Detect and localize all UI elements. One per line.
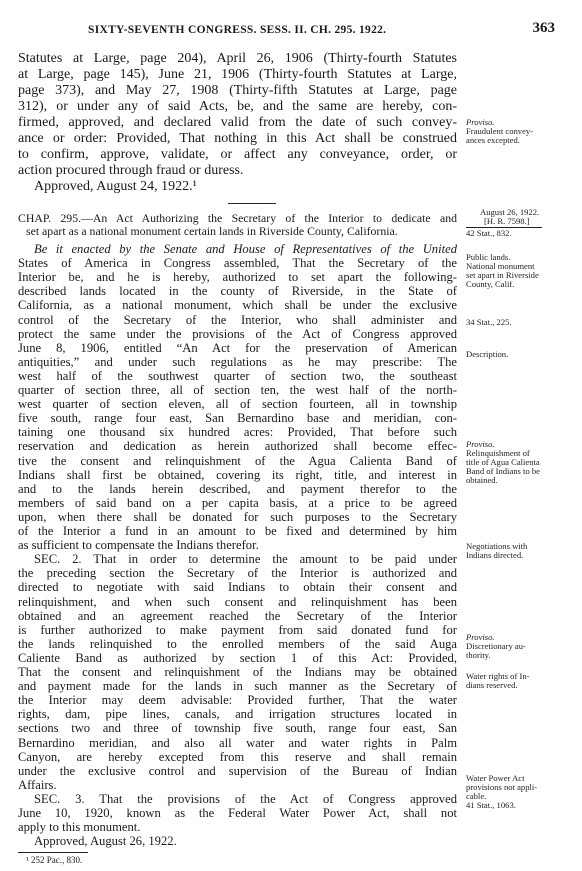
- footnote: ¹ 252 Pac., 830.: [26, 855, 83, 866]
- margin-note: Water Power Act: [466, 773, 525, 783]
- text-line: Canyon, are hereby excepted from this reserve and shall remain: [18, 749, 457, 764]
- text-line: control of the Secretary of the Interior, who shall administer and: [18, 312, 457, 327]
- text-line: relinquishment, and when such consent and relinquishment has been: [18, 594, 457, 609]
- text-line: as sufficient to compensate the Indians therefor.: [18, 538, 259, 553]
- margin-note: Fraudulent convey-: [466, 126, 534, 136]
- text-line: and to the lands herein described, and payment therefor to the: [18, 481, 457, 496]
- text-line: taining one thousand six hundred acres: Provided, That before such: [18, 425, 457, 440]
- text-line: Caliente Band as authorized by section 1 of this Act: Provided,: [18, 650, 457, 665]
- text-line: Interior be, and he is hereby, authorized to set apart the following-: [18, 270, 457, 285]
- text-line: west quarter of section eleven, all of section fourteen, all in township: [18, 397, 457, 412]
- chapter-heading: CHAP. 295.—An Act Authorizing the Secretary of the Interior to dedicate and: [18, 211, 457, 225]
- text-line: to confirm, approve, validate, or affect any conveyance, order, or: [18, 147, 457, 162]
- page-number: 363: [532, 20, 555, 36]
- section-3-start: Affairs.: [18, 777, 57, 792]
- text-line: Bernardino meridian, and also all water and water rights in Palm: [18, 735, 457, 750]
- margin-note: set apart in Riverside: [466, 270, 539, 280]
- margin-note-bill: [H. R. 7598.]: [484, 216, 530, 226]
- text-line: and payment made for the lands in such manner as the Secretary of: [18, 679, 457, 694]
- margin-note: Relinquishment of: [466, 448, 530, 458]
- section-2-start: SEC. 2. That in order to determine the amount to be paid under: [34, 552, 457, 567]
- text-line: 312), or under any of said Acts, be, and the same are hereby, con-: [18, 99, 457, 114]
- margin-note-stat: 42 Stat., 832.: [466, 228, 512, 238]
- text-line: reservation and dedication as herein authorized shall become effec-: [18, 439, 457, 454]
- running-head: SIXTY-SEVENTH CONGRESS. SESS. II. CH. 295. 1922.: [88, 24, 387, 36]
- text-line: obtained and an agreement reached the Secretary of the Interior: [18, 608, 457, 623]
- margin-note-description: Description.: [466, 349, 509, 359]
- margin-note-stat: 34 Stat., 225.: [466, 317, 512, 327]
- text-line: directed to negotiate with said Indians to obtain their consent and: [18, 580, 457, 595]
- text-line: the preceding section the Secretary of the Interior is authorized and: [18, 566, 457, 581]
- margin-note-proviso: Proviso.: [466, 439, 495, 449]
- text-line: California, as a national monument, which shall be under the exclusive: [18, 298, 457, 313]
- approval-line: Approved, August 26, 1922.: [34, 834, 177, 849]
- text-line: of the Interior a fund in an amount to be fixed and determined by him: [18, 524, 457, 538]
- text-line: States of America in Congress assembled, That the Secretary of the: [18, 256, 457, 271]
- text-line: Statutes at Large, page 204), April 26, 1906 (Thirty-fourth Statutes: [18, 51, 457, 66]
- margin-note: cable.: [466, 791, 487, 801]
- margin-note-proviso: Proviso.: [466, 117, 495, 127]
- text-line: firmed, approved, and declared valid from the date of such convey-: [18, 115, 457, 130]
- text-line: is further authorized to make payment from said donated fund for: [18, 622, 457, 637]
- text-line: described lands located in the county of Riverside, in the State of: [18, 284, 457, 299]
- margin-note: dians reserved.: [466, 680, 518, 690]
- text-line: SEC. 3. That the provisions of the Act of Congress approved: [34, 791, 457, 806]
- text-line: Indians shall first be obtained, covering its right, title, and interest in: [18, 467, 457, 482]
- text-line: sections two and three of township five south, range four east, San: [18, 721, 457, 736]
- text-line: antiquities,” and under such regulations as he may prescribe: The: [18, 354, 457, 369]
- margin-note: ances excepted.: [466, 135, 520, 145]
- margin-note: National monument: [466, 261, 535, 271]
- text-line: action procured through fraud or duress.: [18, 163, 244, 178]
- text-line: the Interior may deem advisable: Provided further, That the water: [18, 693, 457, 708]
- margin-note: thority.: [466, 650, 491, 660]
- margin-note-date: August 26, 1922.: [480, 207, 540, 217]
- chapter-heading: set apart as a national monument certain lands in Riverside County, California.: [26, 224, 398, 238]
- text-line: members of said band on a per capita basis, at a price to be agreed: [18, 495, 457, 510]
- margin-note: title of Agua Calienta: [466, 457, 540, 467]
- text-line: five south, range four east, San Bernardino base and meridian, con-: [18, 411, 457, 426]
- text-line: June 8, 1906, entitled “An Act for the preservation of American: [18, 340, 457, 355]
- margin-note: provisions not appli-: [466, 782, 538, 792]
- section-divider: [228, 203, 276, 204]
- text-line: west half of the southwest quarter of section two, the southeast: [18, 368, 457, 383]
- text-line: apply to this monument.: [18, 820, 141, 835]
- text-line: rights, dam, pipe lines, canals, and irrigation structures located in: [18, 707, 457, 722]
- margin-note: obtained.: [466, 475, 498, 485]
- margin-note: Negotiations with: [466, 541, 528, 551]
- text-line: That the consent and relinquishment of the Indians may be obtained: [18, 665, 457, 679]
- text-line: upon, when there shall be donated for such purposes to the Secretary: [18, 509, 457, 524]
- running-header: [0, 0, 582, 40]
- text-line: page 373), and May 27, 1908 (Thirty-fifth Statutes at Large, page: [18, 83, 457, 98]
- text-line: under the exclusive control and supervision of the Bureau of Indian: [18, 763, 457, 778]
- margin-note: 41 Stat., 1063.: [466, 800, 516, 810]
- margin-note: Water rights of In-: [466, 671, 530, 681]
- text-line: ance or order: Provided, That nothing in this Act shall be construed: [18, 131, 457, 146]
- margin-note-proviso: Proviso.: [466, 632, 495, 642]
- margin-note: Discretionary au-: [466, 641, 526, 651]
- text-line: protect the same under the provisions of the Act of Congress approved: [18, 326, 457, 341]
- margin-note: Indians directed.: [466, 550, 524, 560]
- margin-note: Public lands.: [466, 252, 511, 262]
- text-line: at Large, page 145), June 21, 1906 (Thirty-fourth Statutes at Large,: [18, 67, 457, 82]
- margin-note: Band of Indians to be: [466, 466, 540, 476]
- enacting-clause: Be it enacted by the Senate and House of Representatives of the United: [34, 242, 457, 256]
- margin-note: County, Calif.: [466, 279, 515, 289]
- text-line: tive the consent and relinquishment of the Agua Calienta Band of: [18, 453, 457, 468]
- text-line: June 10, 1920, known as the Federal Water Power Act, shall not: [18, 806, 457, 820]
- approval-line: Approved, August 24, 1922.¹: [34, 179, 197, 194]
- text-line: quarter of section three, all of section ten, the west half of the north-: [18, 383, 457, 397]
- footnote-rule: [18, 852, 88, 853]
- text-line: the lands relinquished to the enrolled members of the said Auga: [18, 636, 457, 651]
